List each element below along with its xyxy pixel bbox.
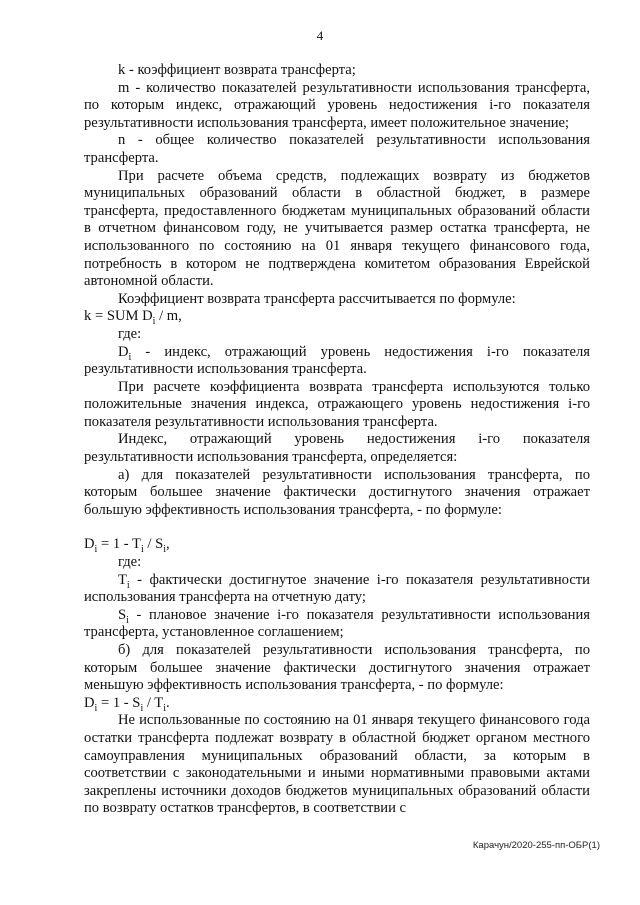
formula-k-text: k = SUM D bbox=[84, 308, 153, 325]
formula-b-part: = 1 - S bbox=[97, 694, 141, 711]
paragraph-index-intro: Индекс, отражающий уровень недостижения i-го показателя результативности использования трансферта, определяется: bbox=[84, 431, 590, 466]
s-subscript: i bbox=[126, 614, 129, 626]
paragraph-case-a: а) для показателей результативности использования трансферта, по которым большее значение фактически достигнутого значения отражает большую эффективность использования трансферта, - по формуле: bbox=[84, 466, 590, 518]
page-number: 4 bbox=[316, 28, 324, 43]
paragraph-unused-balances: Не использованные по состоянию на 01 января текущего финансового года остатки трансферта подлежат возврату в областной бюджет органом местного самоуправления муниципальных образований области, за которым в соответствии с законодательными и иными нормативными правовыми актами закреплены источники доходов бюджетов муниципальных образований области по возврату остатков трансфертов, в соответствии с bbox=[84, 712, 590, 817]
t-subscript: i bbox=[126, 579, 130, 591]
paragraph-s-definition bbox=[84, 607, 590, 642]
formula-a-part: D bbox=[84, 536, 95, 553]
formula-a-part: , bbox=[166, 536, 170, 553]
paragraph-positive-values: При расчете коэффициента возврата трансферта используются только положительные значения индекса, отражающего уровень недостижения i-го показателя результативности использования трансферта. bbox=[84, 378, 590, 430]
paragraph-n-definition: n - общее количество показателей результативности использования трансферта. bbox=[84, 132, 590, 166]
formula-a-sub: i bbox=[140, 544, 144, 556]
paragraph-t-definition bbox=[84, 572, 590, 607]
formula-a-part: = 1 - T bbox=[97, 536, 141, 553]
formula-a-sub: i bbox=[94, 544, 98, 556]
footer-document-id: Карачун/2020-255-пп-ОБР(1) bbox=[472, 840, 600, 851]
formula-a bbox=[84, 536, 590, 554]
s-symbol: S bbox=[118, 606, 127, 623]
t-symbol: T bbox=[118, 571, 127, 588]
formula-b bbox=[84, 695, 590, 713]
formula-b-part: . bbox=[166, 694, 170, 711]
paragraph-coefficient-intro: Коэффициент возврата трансферта рассчитывается по формуле: bbox=[118, 290, 516, 307]
formula-k-subscript: i bbox=[152, 316, 156, 328]
formula-a-sub: i bbox=[163, 544, 166, 556]
t-definition-text: - фактически достигнутое значение i-го показателя результативности использования трансферта на отчетную дату; bbox=[84, 571, 590, 606]
formula-k bbox=[84, 308, 590, 326]
formula-b-sub: i bbox=[163, 702, 167, 714]
paragraph-calculation-note: При расчете объема средств, подлежащих возврату из бюджетов муниципальных образований области в областной бюджет, в размере трансферта, предоставленного бюджетам муниципальных образований области в отчетном финансовом году, не учитывается размер остатка трансферта, не использованного по состоянию на 01 января текущего финансового года, потребность в котором не подтверждена комитетом образования Еврейской автономной области. bbox=[84, 167, 590, 290]
where-label-2: где: bbox=[118, 554, 142, 571]
formula-b-sub: i bbox=[94, 702, 98, 714]
formula-b-part: D bbox=[84, 694, 95, 711]
paragraph-m-definition: m - количество показателей результативности использования трансферта, по которым индекс, отражающий уровень недостижения i-го показателя результативности использования трансферта, имеет положительное значение; bbox=[84, 79, 590, 131]
formula-a-part: / S bbox=[143, 536, 164, 553]
paragraph-d-definition bbox=[84, 344, 590, 379]
formula-b-sub: i bbox=[140, 702, 144, 714]
where-label-1: где: bbox=[118, 325, 142, 342]
d-definition-text: - индекс, отражающий уровень недостижения i-го показателя результативности использования трансферта. bbox=[84, 343, 590, 378]
document-body bbox=[84, 62, 590, 818]
paragraph-k-definition: k - коэффициент возврата трансферта; bbox=[118, 62, 356, 78]
formula-b-part: / T bbox=[143, 694, 164, 711]
formula-k-suffix: / m, bbox=[155, 308, 182, 325]
paragraph-case-b: б) для показателей результативности использования трансферта, по которым большее значение фактически достигнутого значения отражает меньшую эффективность использования трансферта, - по формуле: bbox=[84, 642, 590, 694]
d-subscript: i bbox=[128, 351, 132, 363]
d-symbol: D bbox=[118, 343, 129, 360]
s-definition-text: - плановое значение i-го показателя результативности использования трансферта, установленное соглашением; bbox=[84, 606, 590, 641]
